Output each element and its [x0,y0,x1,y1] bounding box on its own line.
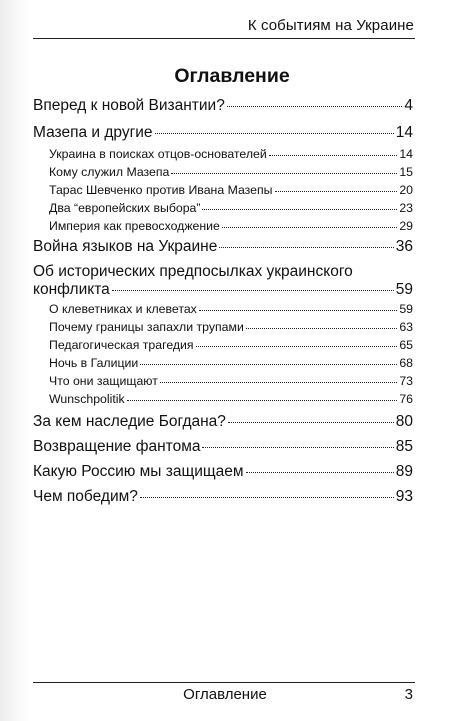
toc-entry-page: 29 [399,219,413,233]
toc-entry-title: Кому служил Мазепа [49,165,170,179]
toc-entry-page: 80 [395,413,413,430]
leader-dots [246,328,397,329]
leader-dots [246,472,394,473]
leader-dots [127,400,398,401]
toc-heading: Оглавление [174,65,290,87]
leader-dots [140,497,394,498]
leader-dots [222,227,397,228]
toc-entry-page: 68 [399,356,413,370]
toc-entry-page: 20 [399,183,413,197]
toc-entry-title: Мазепа и другие [33,124,153,141]
toc-entry[interactable] [33,263,413,299]
running-footer: Оглавление [183,686,267,703]
toc-subentry[interactable] [33,165,413,179]
toc-entry-page: 63 [399,320,413,334]
leader-dots [160,382,397,383]
toc-entry-page: 73 [399,374,413,388]
toc-entry-title: Почему границы запахли трупами [49,320,244,334]
toc-entry-page: 14 [395,124,413,141]
toc-subentry[interactable] [33,183,413,197]
toc-entry-title: Педагогическая трагедия [49,338,194,352]
leader-dots [199,310,398,311]
toc-entry[interactable] [33,238,413,256]
toc-entry-title: Империя как превосходжение [49,219,220,233]
toc-entry-title: Два “европейских выбора” [49,201,201,215]
toc-entry[interactable] [33,97,413,115]
toc-subentry[interactable] [33,356,413,370]
toc-entry-title-continuation: конфликта [33,281,110,298]
toc-entry-page: 23 [399,201,413,215]
toc-subentry[interactable] [33,320,413,334]
leader-dots [269,155,398,156]
toc-entry-title: Что они защищают [49,374,158,388]
header-rule [33,38,415,39]
toc-entry-title: Об исторических предпосылках украинского [33,263,353,280]
toc-subentry[interactable] [33,302,413,316]
leader-dots [227,106,403,107]
toc-entry-title: Ночь в Галиции [49,356,139,370]
leader-dots [219,247,393,248]
toc-entry[interactable] [33,438,413,456]
toc-entry-page: 85 [395,438,413,455]
toc-entry[interactable] [33,463,413,481]
leader-dots [275,191,398,192]
toc-entry-title: Возвращение фантома [33,438,201,455]
toc-entry[interactable] [33,413,413,431]
leader-dots [196,346,398,347]
toc-entry-title: Wunschpolitik [49,392,125,406]
toc-entry-page: 93 [395,488,413,505]
toc-entry-title: Вперед к новой Византии? [33,97,225,114]
toc-entry-page: 4 [404,97,413,114]
toc-entry-page: 36 [395,238,413,255]
leader-dots [171,173,397,174]
toc-entry-title: Украина в поисках отцов-основателей [49,147,267,161]
toc-entry[interactable] [33,488,413,506]
toc-entry-page: 14 [399,147,413,161]
footer-rule [33,682,415,683]
running-header: К событиям на Украине [247,17,414,34]
toc-entry-page: 65 [399,338,413,352]
toc-entry-page: 76 [399,392,413,406]
toc-entry-title: Чем победим? [33,488,138,505]
toc-entry-page: 59 [395,281,413,298]
toc-entry-title: Тарас Шевченко против Ивана Мазепы [49,183,273,197]
leader-dots [140,364,397,365]
toc-entry-page: 15 [399,165,413,179]
leader-dots [228,422,394,423]
toc-entry-title: За кем наследие Богдана? [33,413,226,430]
leader-dots [112,290,394,291]
toc-subentry[interactable] [33,219,413,233]
toc-subentry[interactable] [33,374,413,388]
leader-dots [155,133,394,134]
toc-entry-title: Какую Россию мы защищаем [33,463,244,480]
toc-entry-page: 89 [395,463,413,480]
page-number: 3 [404,686,413,703]
leader-dots [202,209,397,210]
leader-dots [202,447,393,448]
toc-entry-title: Война языков на Украине [33,238,218,255]
toc-subentry[interactable] [33,392,413,406]
toc-entry[interactable] [33,124,413,142]
toc-entry-title: О клеветниках и клеветах [49,302,197,316]
toc-entry-page: 59 [399,302,413,316]
toc-subentry[interactable] [33,201,413,215]
toc-subentry[interactable] [33,338,413,352]
toc-subentry[interactable] [33,147,413,161]
